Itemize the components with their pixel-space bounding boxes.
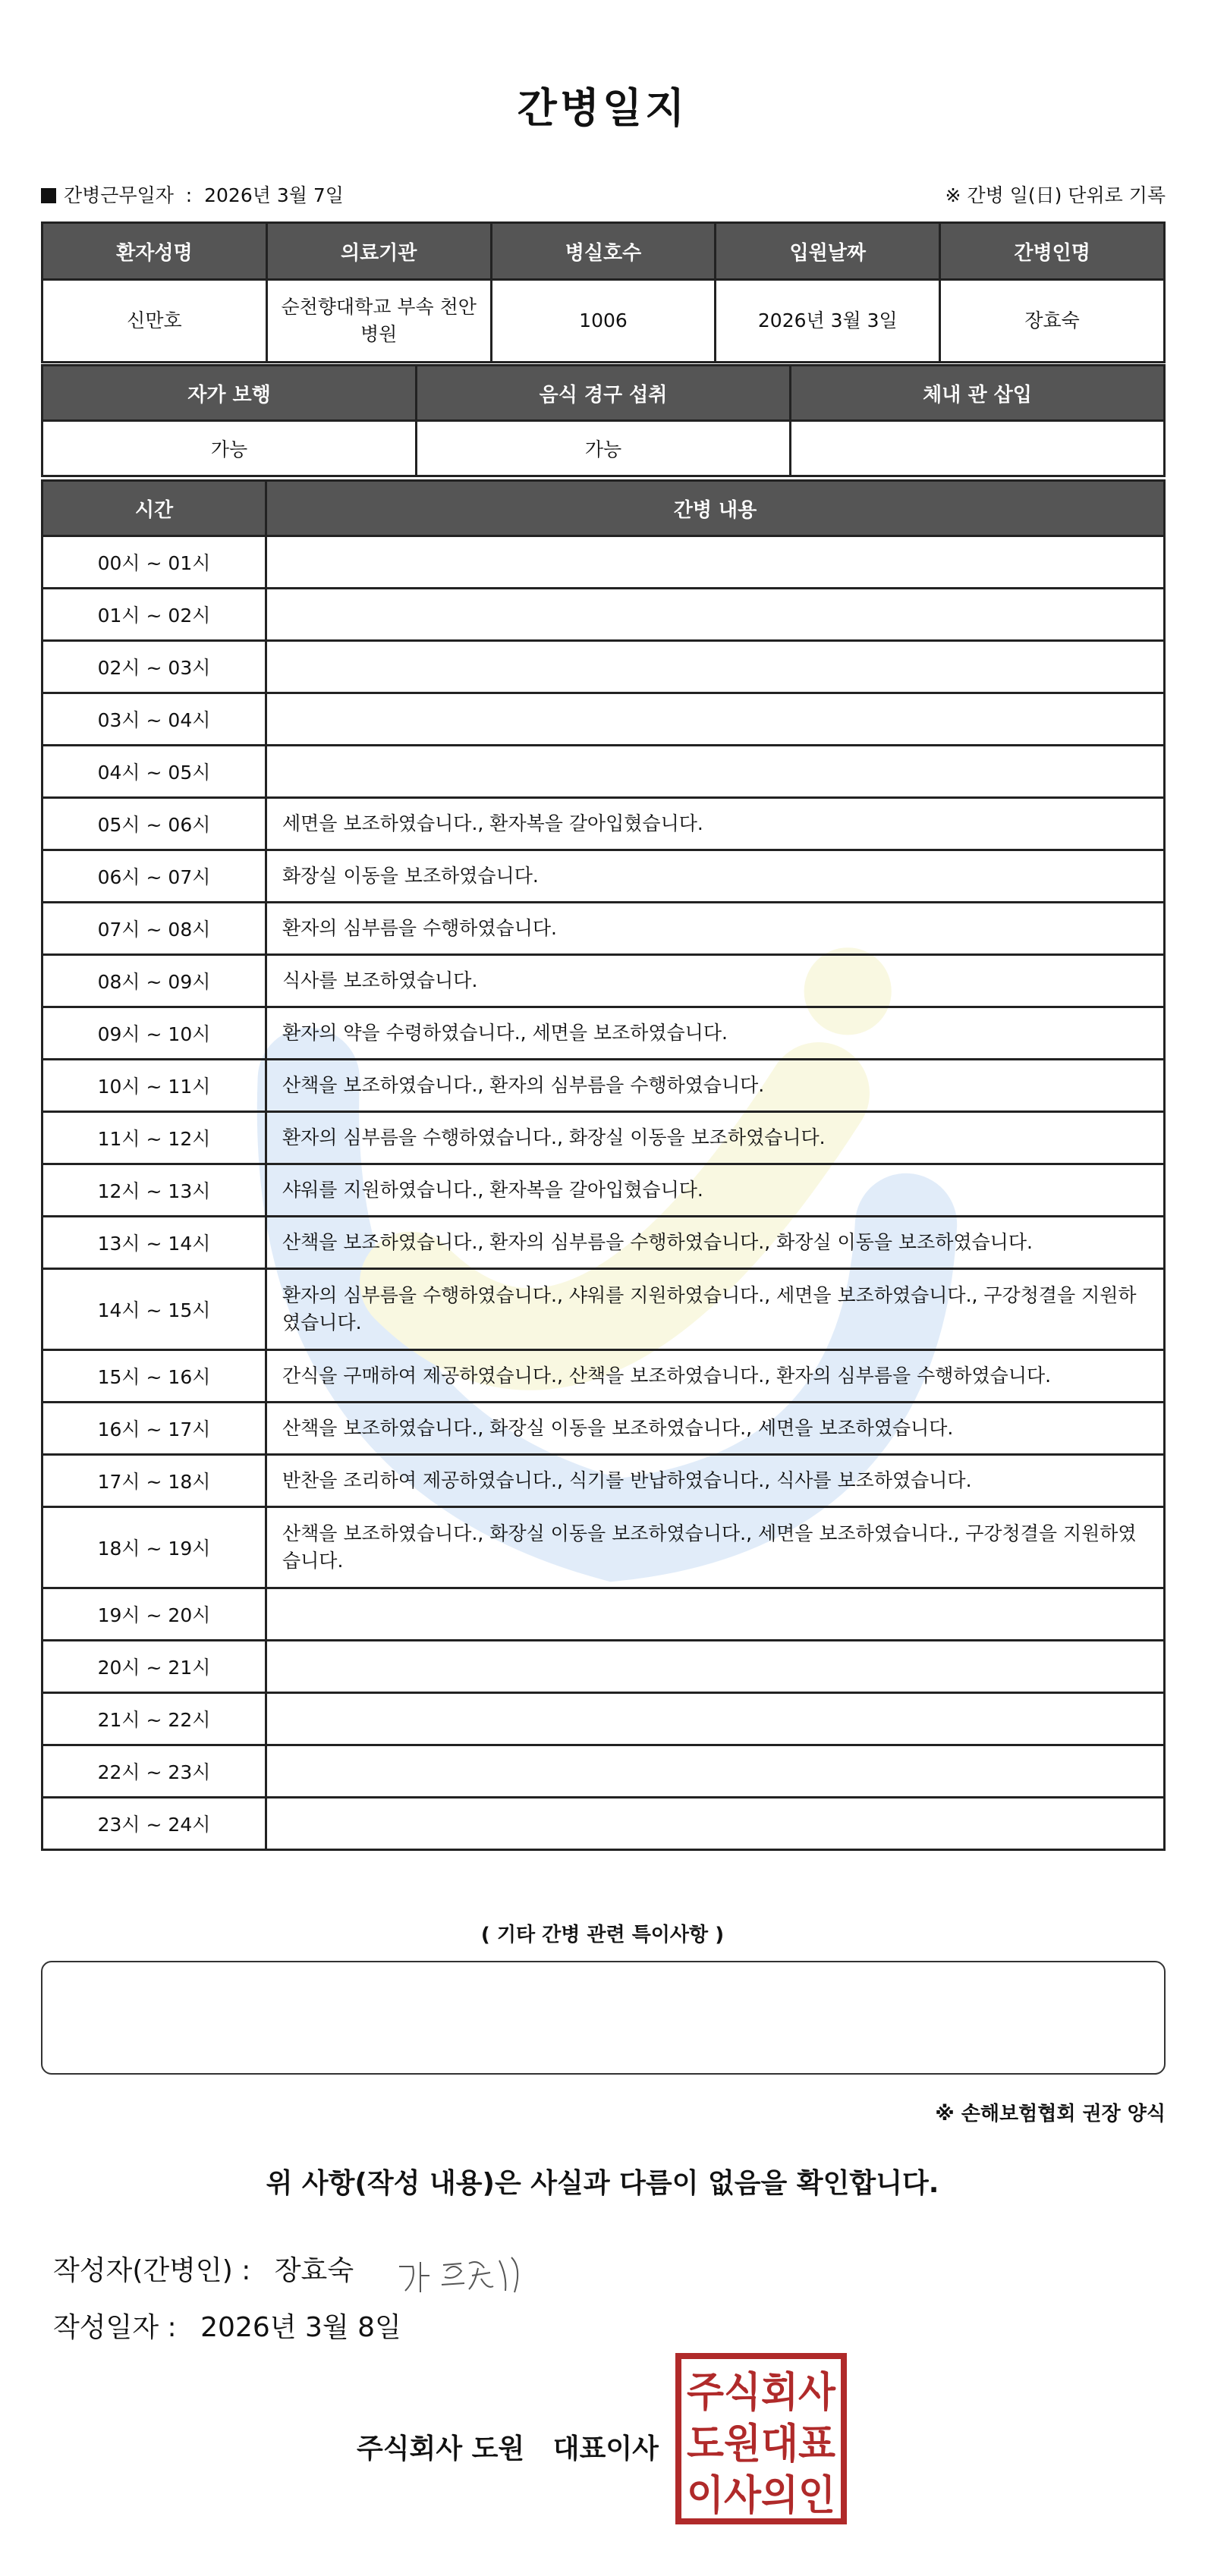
- log-content: 환자의 심부름을 수행하였습니다., 화장실 이동을 보조하였습니다.: [266, 1112, 1165, 1164]
- log-row: [42, 641, 1165, 693]
- log-row: [42, 1112, 1165, 1164]
- header-care-content: 간병 내용: [266, 481, 1165, 536]
- writer-label: 작성자(간병인) :: [53, 2255, 251, 2286]
- write-date-label: 작성일자 :: [53, 2312, 177, 2343]
- log-row: [42, 798, 1165, 850]
- log-row: [42, 693, 1165, 746]
- log-time: 07시 ~ 08시: [42, 903, 266, 955]
- log-time: 10시 ~ 11시: [42, 1060, 266, 1112]
- header-oral-intake: 음식 경구 섭취: [417, 366, 791, 421]
- header-patient-name: 환자성명: [42, 223, 267, 280]
- log-content: [266, 641, 1165, 693]
- log-content: 세면을 보조하였습니다., 환자복을 갈아입혔습니다.: [266, 798, 1165, 850]
- confirmation-statement: 위 사항(작성 내용)은 사실과 다름이 없음을 확인합니다.: [266, 2168, 939, 2199]
- header-hospital: 의료기관: [266, 223, 491, 280]
- log-row: [42, 1350, 1165, 1403]
- header-time: 시간: [42, 481, 266, 536]
- log-row: [42, 1588, 1165, 1641]
- log-content: [266, 1693, 1165, 1745]
- log-content: [266, 693, 1165, 746]
- record-note: ※ 간병 일(日) 단위로 기록: [945, 184, 1166, 206]
- log-time: 08시 ~ 09시: [42, 955, 266, 1007]
- notes-box: [41, 1961, 1166, 2075]
- hospital-name: 순천향대학교 부속 천안 병원: [266, 280, 491, 363]
- header-tube-insertion: 체내 관 삽입: [791, 366, 1165, 421]
- log-time: 13시 ~ 14시: [42, 1217, 266, 1269]
- log-time: 16시 ~ 17시: [42, 1403, 266, 1455]
- log-content: 산책을 보조하였습니다., 환자의 심부름을 수행하였습니다., 화장실 이동을 보조하였습니다.: [266, 1217, 1165, 1269]
- log-content: 산책을 보조하였습니다., 화장실 이동을 보조하였습니다., 세면을 보조하였습니다.: [266, 1403, 1165, 1455]
- log-time: 14시 ~ 15시: [42, 1269, 266, 1350]
- log-row: [42, 1007, 1165, 1060]
- write-date-row: [53, 2306, 401, 2345]
- log-row: [42, 955, 1165, 1007]
- log-row: [42, 589, 1165, 641]
- log-content: 화장실 이동을 보조하였습니다.: [266, 850, 1165, 903]
- log-time: 12시 ~ 13시: [42, 1164, 266, 1217]
- log-content: 환자의 심부름을 수행하였습니다.: [266, 903, 1165, 955]
- room-number: 1006: [491, 280, 716, 363]
- log-row: [42, 1269, 1165, 1350]
- log-row: [42, 536, 1165, 589]
- log-row: [42, 1164, 1165, 1217]
- writer-name: 장효숙: [274, 2255, 354, 2286]
- log-content: 샤워를 지원하였습니다., 환자복을 갈아입혔습니다.: [266, 1164, 1165, 1217]
- seal-text-line: 이사의인: [687, 2471, 835, 2519]
- header-caregiver-name: 간병인명: [940, 223, 1165, 280]
- log-content: 반찬을 조리하여 제공하였습니다., 식기를 반납하였습니다., 식사를 보조하였습니다.: [266, 1455, 1165, 1507]
- care-log-table: [41, 479, 1166, 1851]
- log-content: [266, 1588, 1165, 1641]
- log-row: [42, 1641, 1165, 1693]
- log-time: 06시 ~ 07시: [42, 850, 266, 903]
- company-seal-icon: [674, 2351, 848, 2526]
- header-self-walking: 자가 보행: [42, 366, 417, 421]
- work-date: 간병근무일자 : 2026년 3월 7일: [41, 181, 344, 208]
- header-admission-date: 입원날짜: [716, 223, 940, 280]
- log-content: [266, 1641, 1165, 1693]
- log-time: 04시 ~ 05시: [42, 746, 266, 798]
- signature-icon: [393, 2245, 537, 2298]
- log-content: [266, 746, 1165, 798]
- log-content: 환자의 약을 수령하였습니다., 세면을 보조하였습니다.: [266, 1007, 1165, 1060]
- write-date-value: 2026년 3월 8일: [200, 2312, 401, 2343]
- log-row: [42, 1060, 1165, 1112]
- log-content: [266, 589, 1165, 641]
- work-date-row: [41, 181, 1166, 211]
- seal-text-line: 도원대표: [687, 2420, 835, 2468]
- patient-info-table: [41, 221, 1166, 363]
- log-time: 18시 ~ 19시: [42, 1507, 266, 1588]
- writer-row: [53, 2245, 537, 2298]
- header-room: 병실호수: [491, 223, 716, 280]
- oral-intake-value: 가능: [417, 421, 791, 476]
- log-time: 22시 ~ 23시: [42, 1745, 266, 1798]
- log-row: [42, 1693, 1165, 1745]
- log-time: 05시 ~ 06시: [42, 798, 266, 850]
- admission-date: 2026년 3월 3일: [716, 280, 940, 363]
- log-row: [42, 1455, 1165, 1507]
- log-row: [42, 1798, 1165, 1850]
- page-title: 간병일지: [517, 84, 688, 132]
- log-time: 00시 ~ 01시: [42, 536, 266, 589]
- caregiver-name: 장효숙: [940, 280, 1165, 363]
- log-content: 간식을 구매하여 제공하였습니다., 산책을 보조하였습니다., 환자의 심부름을 수행하였습니다.: [266, 1350, 1165, 1403]
- log-content: [266, 1798, 1165, 1850]
- log-row: [42, 850, 1165, 903]
- patient-name: 신만호: [42, 280, 267, 363]
- log-row: [42, 1403, 1165, 1455]
- log-time: 03시 ~ 04시: [42, 693, 266, 746]
- log-time: 01시 ~ 02시: [42, 589, 266, 641]
- recommend-note: ※ 손해보험협회 권장 양식: [935, 2103, 1166, 2125]
- work-date-value: 2026년 3월 7일: [204, 184, 344, 206]
- log-time: 11시 ~ 12시: [42, 1112, 266, 1164]
- seal-text-line: 주식회사: [687, 2368, 836, 2416]
- log-row: [42, 903, 1165, 955]
- log-content: 산책을 보조하였습니다., 화장실 이동을 보조하였습니다., 세면을 보조하였습니다., 구강청결을 지원하였습니다.: [266, 1507, 1165, 1588]
- log-row: [42, 1507, 1165, 1588]
- company-representative: 주식회사 도원 대표이사: [357, 2433, 659, 2464]
- log-time: 02시 ~ 03시: [42, 641, 266, 693]
- log-content: 환자의 심부름을 수행하였습니다., 샤워를 지원하였습니다., 세면을 보조하였습니다., 구강청결을 지원하였습니다.: [266, 1269, 1165, 1350]
- log-time: 23시 ~ 24시: [42, 1798, 266, 1850]
- log-content: 산책을 보조하였습니다., 환자의 심부름을 수행하였습니다.: [266, 1060, 1165, 1112]
- log-content: [266, 1745, 1165, 1798]
- log-time: 20시 ~ 21시: [42, 1641, 266, 1693]
- log-row: [42, 746, 1165, 798]
- patient-status-table: [41, 364, 1166, 477]
- log-time: 15시 ~ 16시: [42, 1350, 266, 1403]
- log-time: 17시 ~ 18시: [42, 1455, 266, 1507]
- self-walking-value: 가능: [42, 421, 417, 476]
- log-row: [42, 1217, 1165, 1269]
- log-content: 식사를 보조하였습니다.: [266, 955, 1165, 1007]
- notes-title: ( 기타 간병 관련 특이사항 ): [480, 1924, 725, 1946]
- log-content: [266, 536, 1165, 589]
- work-date-label: 간병근무일자: [64, 184, 174, 206]
- log-time: 09시 ~ 10시: [42, 1007, 266, 1060]
- tube-insertion-value: [791, 421, 1165, 476]
- log-row: [42, 1745, 1165, 1798]
- log-time: 21시 ~ 22시: [42, 1693, 266, 1745]
- square-bullet-icon: [41, 188, 56, 203]
- log-time: 19시 ~ 20시: [42, 1588, 266, 1641]
